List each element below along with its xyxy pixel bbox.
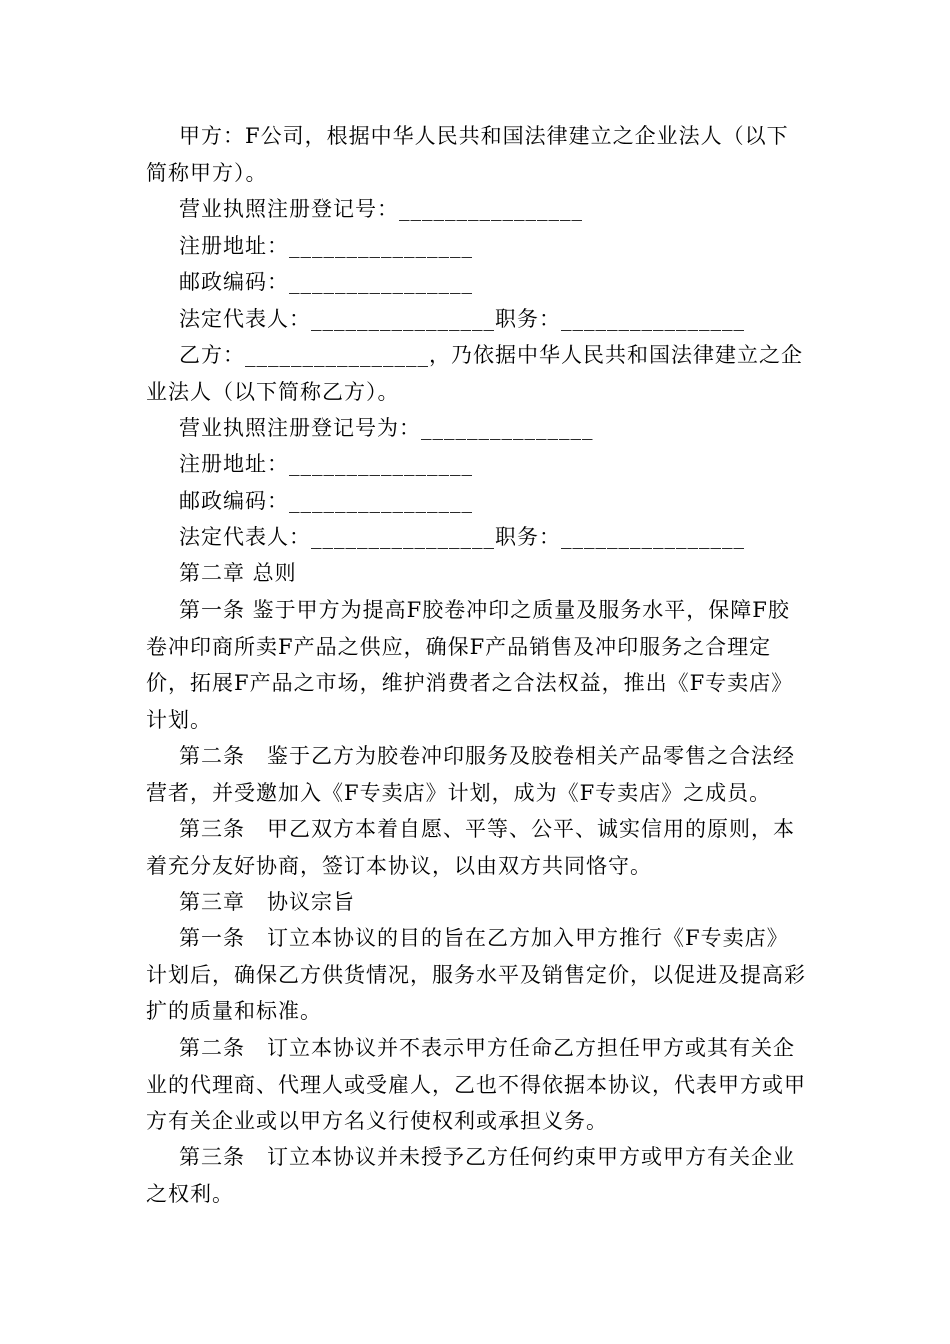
- party-a-postcode: 邮政编码：________________: [179, 270, 473, 294]
- chapter-2-article-1: 第一条 鉴于甲方为提高F胶卷冲印之质量及服务水平，保障F胶卷冲印商所卖F产品之供应，确保F产品销售及冲印服务之合理定价，拓展F产品之市场，维护消费者之合法权益，推出《F专卖店》计划。: [146, 598, 794, 732]
- party-b-address: 注册地址：________________: [179, 452, 473, 476]
- chapter-3-article-2: 第二条 订立本协议并不表示甲方任命乙方担任甲方或其有关企业的代理商、代理人或受雇人，乙也不得依据本协议，代表甲方或甲方有关企业或以甲方名义行使权利或承担义务。: [146, 1036, 806, 1133]
- party-a-intro: 甲方：F公司，根据中华人民共和国法律建立之企业法人（以下简称甲方）。: [146, 124, 789, 185]
- chapter-3-article-3: 第三条 订立本协议并未授予乙方任何约束甲方或甲方有关企业之权利。: [146, 1145, 795, 1206]
- party-a-address: 注册地址：________________: [179, 234, 473, 258]
- party-a-registration-no: 营业执照注册登记号：________________: [179, 197, 583, 221]
- chapter-3-heading: 第三章 协议宗旨: [179, 890, 355, 914]
- chapter-2-article-3: 第三条 甲乙双方本着自愿、平等、公平、诚实信用的原则，本着充分友好协商，签订本协议，以由双方共同恪守。: [146, 817, 795, 878]
- chapter-2-article-2: 第二条 鉴于乙方为胶卷冲印服务及胶卷相关产品零售之合法经营者，并受邀加入《F专卖店》计划，成为《F专卖店》之成员。: [146, 744, 795, 805]
- party-a-legal-rep: 法定代表人：________________职务：________________: [179, 307, 745, 331]
- party-b-legal-rep: 法定代表人：________________职务：________________: [179, 525, 745, 549]
- party-b-intro: 乙方：________________，乃依据中华人民共和国法律建立之企业法人（以下简称乙方）。: [146, 343, 803, 404]
- chapter-3-article-1: 第一条 订立本协议的目的旨在乙方加入甲方推行《F专卖店》计划后，确保乙方供货情况，服务水平及销售定价，以促进及提高彩扩的质量和标准。: [146, 926, 806, 1023]
- party-b-registration-no: 营业执照注册登记号为：_______________: [179, 416, 594, 440]
- party-b-postcode: 邮政编码：________________: [179, 489, 473, 513]
- chapter-2-heading: 第二章 总则: [179, 561, 297, 585]
